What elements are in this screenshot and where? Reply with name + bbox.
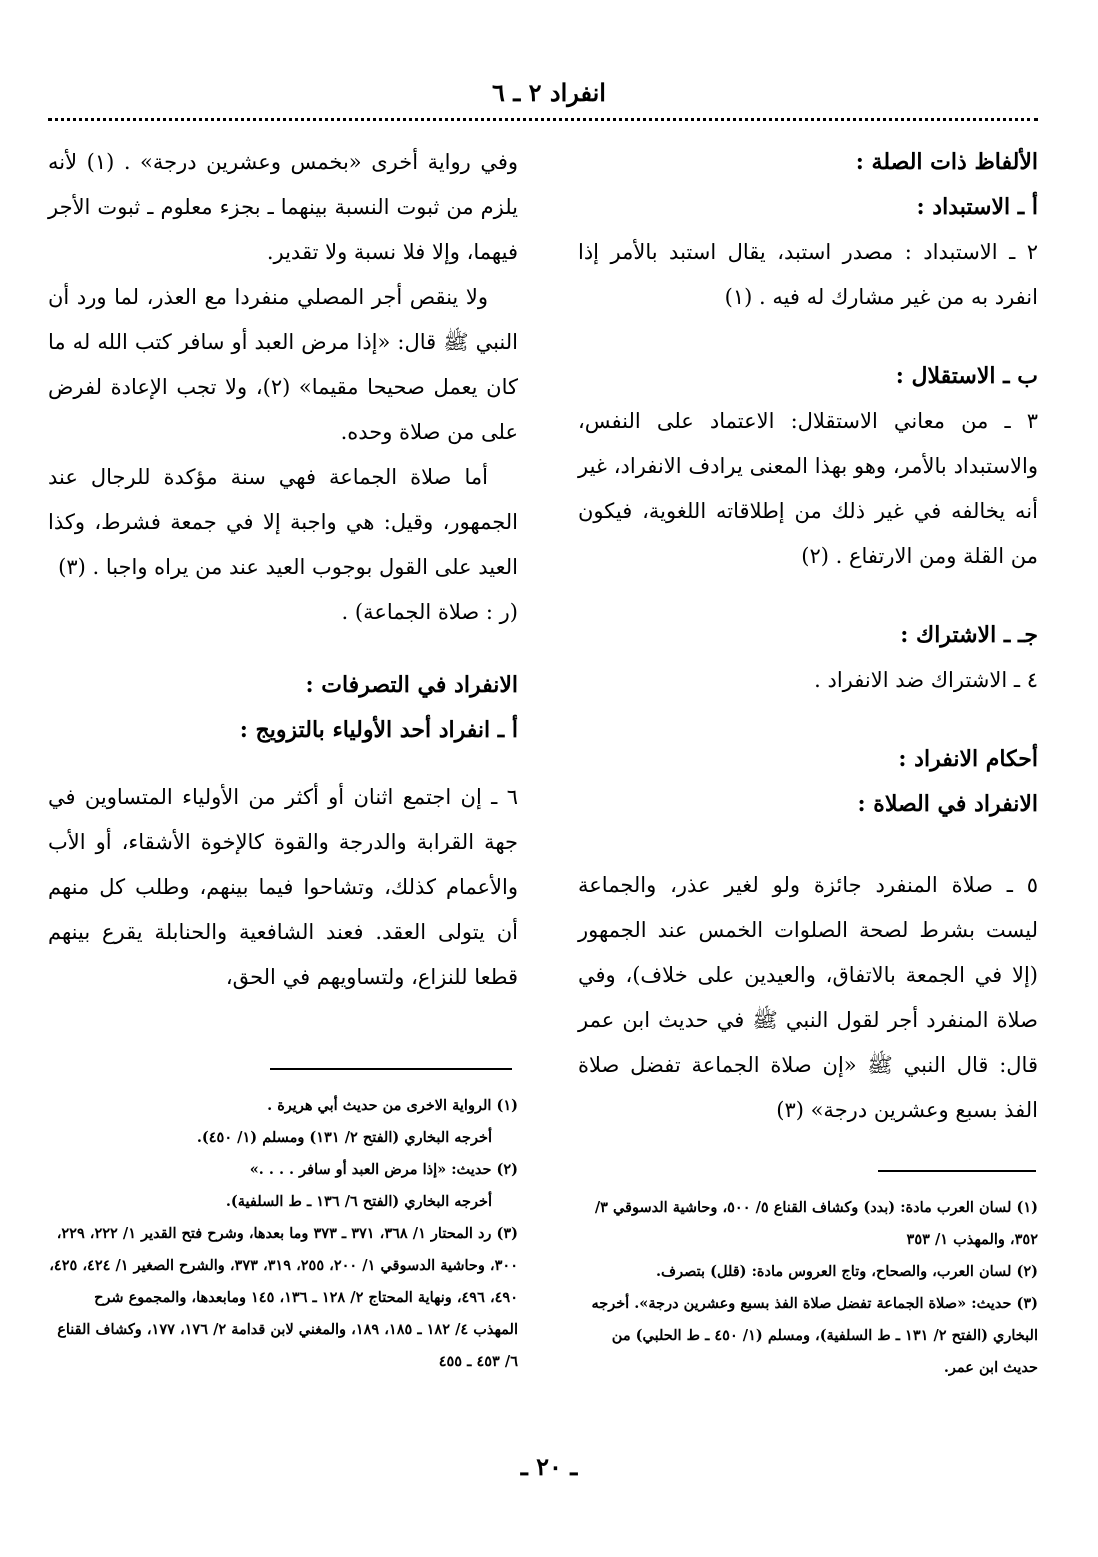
footnote-rule-right [878,1170,1036,1172]
paragraph-congregation: أما صلاة الجماعة فهي سنة مؤكدة للرجال عند الجمهور، وقيل: هي واجبة إلا في جمعة فشرط، وكذا العيد على القول بوجوب العيد عند من يراه واجبا . (٣) [48,465,518,579]
footnotes-left [48,1090,518,1378]
footnote-left-2-source: أخرجه البخاري (الفتح ٦/ ١٣٦ ـ ط السلفية). [225,1193,492,1210]
paragraph-excuse: ولا ينقص أجر المصلي منفردا مع العذر، لما ورد أن النبي ﷺ قال: «إذا مرض العبد أو سافر كتب الله له ما كان يعمل صحيحا مقيما» (٢)، ولا تجب الإعادة لفرض على من صلاة وحده. [48,285,518,444]
prayer-heading: الانفراد في الصلاة : [857,791,1038,817]
page-header: انفراد ٢ ـ ٦ [492,78,606,107]
ishtirak-heading: جـ ـ الاشتراك : [900,622,1038,648]
paragraph-2: ٢ ـ الاستبداد : مصدر استبد، يقال استبد بالأمر إذا انفرد به من غير مشارك له فيه . (١) [578,240,1038,309]
cross-reference: (ر : صلاة الجماعة) . [341,600,518,624]
header-dotted-rule [48,118,1038,121]
paragraph-4: ٤ ـ الاشتراك ضد الانفراد . [814,668,1038,692]
footnote-right-1: (١) لسان العرب مادة: (بدد) وكشاف القناع ٥/ ٥٠٠، وحاشية الدسوقي ٣/ ٣٥٢، والمهذب ١/ ٣٥٣ [594,1199,1038,1248]
footnote-right-3: (٣) حديث: «صلاة الجماعة تفضل صلاة الفذ بسبع وعشرين درجة». أخرجه البخاري (الفتح ٢/ ١٣١ ـ ط السلفية)، ومسلم (١/ ٤٥٠ ـ ط الحلبي) من حديث ابن عمر. [591,1295,1038,1376]
footnote-rule-left [270,1068,512,1070]
footnote-left-2: (٢) حديث: «إذا مرض العبد أو سافر . . . .» [249,1161,518,1178]
paragraph-3: ٣ ـ من معاني الاستقلال: الاعتماد على النفس، والاستبداد بالأمر، وهو بهذا المعنى يرادف الانفراد، غير أنه يخالفه في غير ذلك من إطلاقاته اللغوية، فيكون من القلة ومن الارتفاع . (٢) [578,409,1038,568]
istiqlal-heading: ب ـ الاستقلال : [895,363,1038,389]
paragraph-6: ٦ ـ إن اجتمع اثنان أو أكثر من الأولياء المتساوين في جهة القرابة والدرجة والقوة كالإخوة الأشقاء، أو الأب والأعمام كذلك، وتشاحوا فيما بينهم، وطلب كل منهم أن يتولى العقد. فعند الشافعية والحنابلة يقرع بينهم قطعا للنزاع، ولتساويهم في الحق، [48,785,518,989]
guardian-heading: أ ـ انفراد أحد الأولياء بالتزويج : [239,717,518,743]
footnote-left-1-source: أخرجه البخاري (الفتح ٢/ ١٣١) ومسلم (١/ ٤٥٠). [196,1129,492,1146]
related-terms-heading: الألفاظ ذات الصلة : [855,149,1038,175]
page-number: ـ ٢٠ ـ [520,1452,578,1481]
conduct-heading: الانفراد في التصرفات : [305,672,518,698]
istibdad-heading: أ ـ الاستبداد : [916,194,1038,220]
footnote-left-1: (١) الرواية الاخرى من حديث أبي هريرة . [267,1097,518,1114]
left-column [48,140,518,1000]
footnote-right-2: (٢) لسان العرب، والصحاح، وتاج العروس مادة: (قلل) بتصرف. [655,1263,1038,1280]
rulings-heading: أحكام الانفراد : [898,746,1038,772]
paragraph-5: ٥ ـ صلاة المنفرد جائزة ولو لغير عذر، والجماعة ليست بشرط لصحة الصلوات الخمس عند الجمهور (إلا في الجمعة بالاتفاق، والعيدين على خلاف)، وفي صلاة المنفرد أجر لقول النبي ﷺ في حديث ابن عمر قال: قال النبي ﷺ «إن صلاة الجماعة تفضل صلاة الفذ بسبع وعشرين درجة» (٣) [578,873,1038,1122]
footnote-left-3: (٣) رد المحتار ١/ ٣٦٨، ٣٧١ ـ ٣٧٣ وما بعدها، وشرح فتح القدير ١/ ٢٢٢، ٢٢٩، ٣٠٠، وحاشية الدسوقي ١/ ٢٠٠، ٢٥٥، ٣١٩، ٣٧٣، والشرح الصغير ١/ ٤٢٤، ٤٢٥، ٤٩٠، ٤٩٦، ونهاية المحتاج ٢/ ١٢٨ ـ ١٣٦، ١٤٥ ومابعدها، والمجموع شرح المهذب ٤/ ١٨٢ ـ ١٨٥، ١٨٩، والمغني لابن قدامة ٢/ ١٧٦، ١٧٧، وكشاف القناع ٦/ ٤٥٣ ـ ٤٥٥ [49,1225,518,1370]
right-column [578,140,1038,1133]
paragraph-continuation: وفي رواية أخرى «بخمس وعشرين درجة» . (١) لأنه يلزم من ثبوت النسبة بينهما ـ بجزء معلوم ـ ثبوت الأجر فيهما، وإلا فلا نسبة ولا تقدير. [48,150,518,264]
footnotes-right [578,1192,1038,1384]
